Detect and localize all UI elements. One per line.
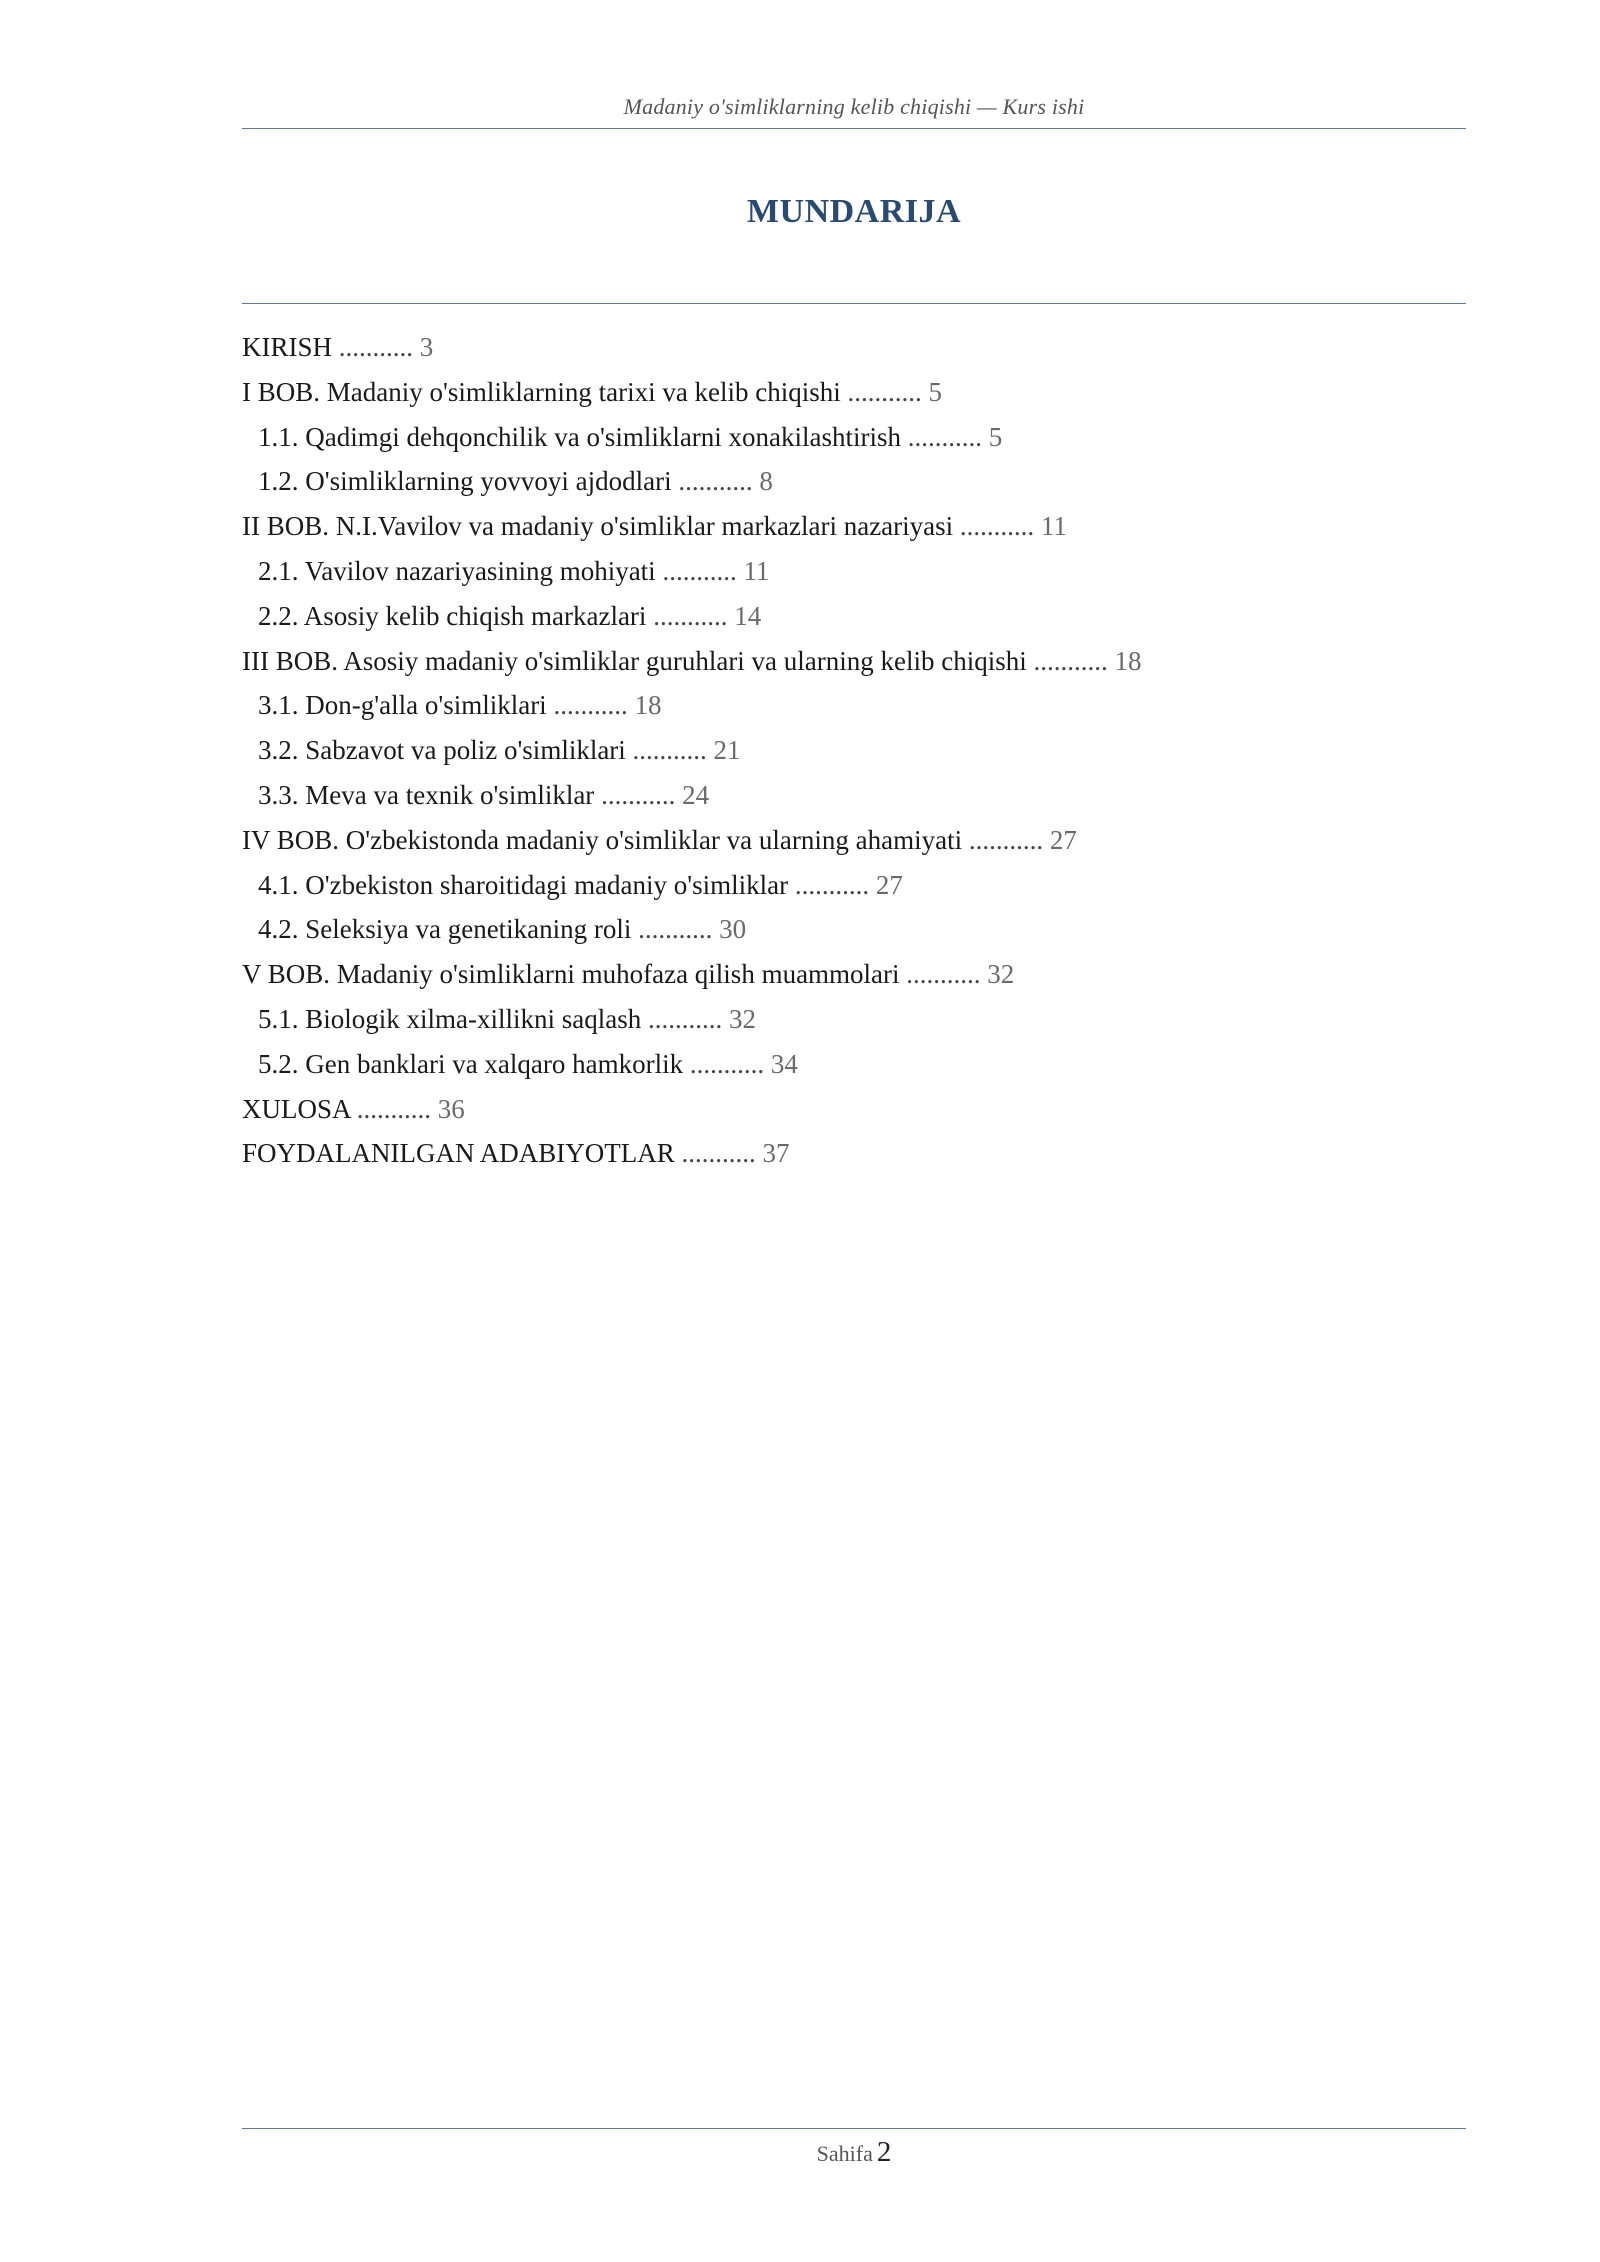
toc-entry-text: IV BOB. O'zbekistonda madaniy o'simliklar va ularning ahamiyati (242, 824, 963, 855)
toc-entry[interactable] (242, 818, 1466, 863)
toc-entry[interactable] (242, 1131, 1466, 1176)
toc-page-number: 27 (875, 869, 903, 900)
toc-entry[interactable] (242, 415, 1466, 460)
toc-entry[interactable] (242, 549, 1466, 594)
toc-entry[interactable] (242, 997, 1466, 1042)
toc-entry[interactable] (242, 773, 1466, 818)
toc-entry-text: 3.2. Sabzavot va poliz o'simliklari (258, 735, 626, 766)
toc-entry-text: 4.2. Seleksiya va genetikaning roli (258, 914, 632, 945)
footer-divider (242, 2128, 1466, 2129)
toc-entry-text: II BOB. N.I.Vavilov va madaniy o'simliklar markazlari nazariyasi (242, 511, 954, 542)
table-of-contents (242, 325, 1466, 1176)
toc-leader-dots: ........... (632, 735, 707, 766)
toc-page-number: 5 (928, 376, 943, 407)
toc-entry[interactable] (242, 907, 1466, 952)
toc-entry-text: FOYDALANILGAN ADABIYOTLAR (242, 1138, 675, 1169)
toc-entry[interactable] (242, 1087, 1466, 1132)
toc-entry-text: 5.2. Gen banklari va xalqaro hamkorlik (258, 1048, 684, 1079)
toc-page-number: 24 (682, 779, 710, 810)
toc-page-number: 36 (437, 1093, 465, 1124)
toc-entry[interactable] (242, 504, 1466, 549)
toc-entry-text: 1.1. Qadimgi dehqonchilik va o'simliklarni xonakilashtirish (258, 421, 902, 452)
toc-page-number: 18 (1114, 645, 1142, 676)
toc-entry-text: 2.1. Vavilov nazariyasining mohiyati (258, 555, 656, 586)
toc-page-number: 21 (713, 735, 741, 766)
toc-entry[interactable] (242, 325, 1466, 370)
toc-entry[interactable] (242, 370, 1466, 415)
toc-leader-dots: ........... (794, 869, 870, 900)
toc-page-number: 8 (759, 466, 773, 497)
toc-entry[interactable] (242, 1042, 1466, 1087)
toc-entry-text: 3.1. Don-g'alla o'simliklari (258, 690, 547, 721)
toc-leader-dots: ........... (689, 1048, 765, 1079)
toc-leader-dots: ........... (907, 421, 983, 452)
toc-leader-dots: ........... (647, 1003, 723, 1034)
toc-page-number: 34 (770, 1048, 798, 1079)
toc-leader-dots: ........... (601, 779, 676, 810)
toc-page-number: 3 (419, 332, 434, 362)
toc-page-number: 11 (1040, 511, 1067, 542)
toc-entry[interactable] (242, 952, 1466, 997)
toc-leader-dots: ........... (847, 376, 922, 407)
toc-entry-text: 3.3. Meva va texnik o'simliklar (258, 779, 595, 810)
toc-entry[interactable] (242, 594, 1466, 639)
toc-page-number: 27 (1049, 824, 1077, 855)
page-footer (242, 2136, 1466, 2169)
toc-leader-dots: ........... (653, 600, 728, 631)
toc-entry[interactable] (242, 459, 1466, 504)
toc-entry-text: 1.2. O'simliklarning yovvoyi ajdodlari (258, 466, 672, 497)
footer-label: Sahifa (816, 2141, 873, 2166)
toc-entry[interactable] (242, 728, 1466, 773)
toc-leader-dots: ........... (678, 466, 753, 497)
toc-entry-text: XULOSA (242, 1093, 351, 1124)
toc-entry-text: KIRISH (242, 332, 333, 362)
header-divider (242, 128, 1466, 129)
toc-page-number: 5 (988, 421, 1003, 452)
toc-entry[interactable] (242, 683, 1466, 728)
title-divider (242, 303, 1466, 304)
toc-leader-dots: ........... (959, 511, 1035, 542)
toc-leader-dots: ........... (553, 690, 628, 721)
toc-page-number: 32 (728, 1003, 756, 1034)
toc-page-number: 30 (719, 914, 747, 945)
toc-leader-dots: ........... (681, 1138, 756, 1169)
toc-entry[interactable] (242, 863, 1466, 908)
toc-entry-text: 2.2. Asosiy kelib chiqish markazlari (258, 600, 647, 631)
footer-page-number: 2 (876, 2136, 892, 2168)
running-header: Madaniy o'simliklarning kelib chiqishi — Kurs ishi (623, 94, 1085, 119)
toc-leader-dots: ........... (356, 1093, 432, 1124)
toc-page-number: 32 (987, 959, 1015, 990)
toc-page-number: 18 (634, 690, 662, 721)
toc-leader-dots: ........... (638, 914, 713, 945)
toc-entry-text: 5.1. Biologik xilma-xillikni saqlash (258, 1003, 642, 1034)
toc-page-number: 37 (762, 1138, 790, 1169)
toc-entry-text: III BOB. Asosiy madaniy o'simliklar guruhlari va ularning kelib chiqishi (242, 645, 1027, 676)
toc-entry-text: 4.1. O'zbekiston sharoitidagi madaniy o'simliklar (258, 869, 789, 900)
toc-page-number: 11 (743, 555, 770, 586)
toc-entry[interactable] (242, 639, 1466, 684)
toc-leader-dots: ........... (1033, 645, 1108, 676)
toc-leader-dots: ........... (662, 555, 737, 586)
toc-entry-text: I BOB. Madaniy o'simliklarning tarixi va kelib chiqishi (242, 376, 841, 407)
toc-title: MUNDARIJA (746, 193, 962, 230)
toc-leader-dots: ........... (906, 959, 981, 990)
toc-page-number: 14 (734, 600, 762, 631)
toc-leader-dots: ........... (968, 824, 1044, 855)
toc-leader-dots: ........... (338, 332, 414, 362)
toc-entry-text: V BOB. Madaniy o'simliklarni muhofaza qilish muammolari (242, 959, 900, 990)
